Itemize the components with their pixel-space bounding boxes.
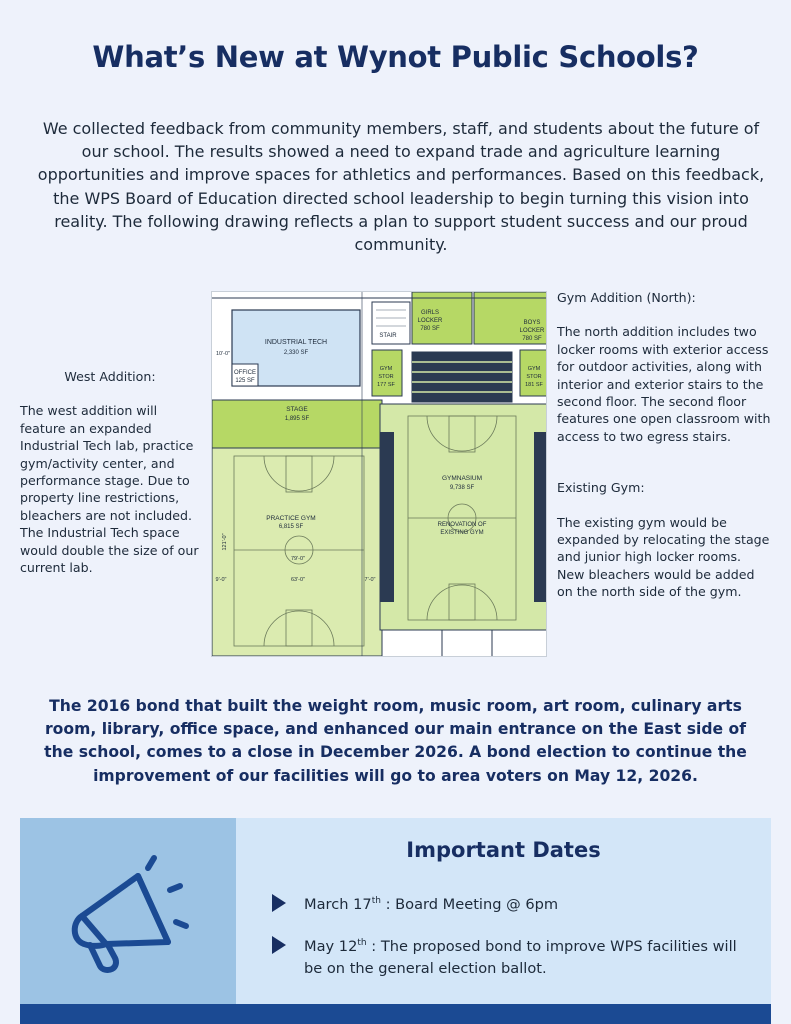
gymnasium-room [380,404,547,630]
label-dim-79: 79'-0" [290,556,306,562]
label-industrial-tech-sf: 2,330 SF [283,350,309,356]
existing-gym-heading: Existing Gym: [557,480,645,496]
label-girls-locker-sf: 780 SF [420,326,440,332]
gym-addition-heading: Gym Addition (North): [557,290,696,305]
label-industrial-tech: INDUSTRIAL TECH [264,339,328,346]
label-renovation: RENOVATION OF [437,522,487,528]
practice-gym-room [212,448,382,656]
important-dates-panel [20,818,771,1004]
gym-addition-body: The north addition includes two locker rooms with exterior access for outdoor activities, along with interior and exterior stairs to the second floor. The second floor features one open classroom with access to two egress stairs. [557,324,771,444]
floor-plan-drawing [212,292,547,657]
label-gym-stor-left: GYM [379,366,393,372]
label-renovation-2: EXISTING GYM [440,530,484,536]
bond-announcement: The 2016 bond that built the weight room, music room, art room, culinary arts room, library, office space, and enhanced our main entrance on the East side of the school, comes to a close in December 2026. A bond election to continue the improvement of our facilities will go to area voters on May 12, 2026. [44,697,747,785]
floor-plan [211,291,547,657]
play-arrow-icon [272,936,286,954]
label-stage-sf: 1,895 SF [284,416,310,422]
date-description: : The proposed bond to improve WPS facilities will be on the general election ballot. [304,937,737,977]
label-practice-gym: PRACTICE GYM [266,515,316,522]
label-dim-7: 7'-0" [364,577,376,583]
label-girls-locker: GIRLS [420,310,440,316]
label-practice-gym-sf: 6,815 SF [278,524,304,530]
bleachers-north [412,352,512,402]
label-gym-stor-left-sf: 177 SF [377,382,395,388]
label-gym-stor-right-2: STOR [526,374,542,380]
label-dim-9: 9'-0" [215,577,227,583]
label-dim-121: 121'-0" [222,533,228,551]
label-gym-stor-right-sf: 181 SF [525,382,543,388]
megaphone-icon [20,818,236,1004]
label-dim-63: 63'-0" [290,577,306,583]
gym-storage-left [372,350,402,396]
west-addition-section [20,368,200,576]
date-label: March 17 [304,895,372,913]
date-suffix: th [357,938,367,948]
gym-storage-right [520,350,547,396]
label-gym-stor-right: GYM [527,366,541,372]
label-dim-10: 10'-0" [215,351,231,357]
label-gymnasium: GYMNASIUM [441,475,483,482]
megaphone-icon-box [20,818,236,1004]
label-gymnasium-sf: 9,738 SF [449,485,475,491]
intro-paragraph: We collected feedback from community members, staff, and students about the future of our school. The results showed a need to expand trade and agriculture learning opportunities and improve spaces for athletics and performances. Based on this feedback, the WPS Board of Education directed school leadership to begin turning this vision into reality. The following drawing reflects a plan to support student success and our proud community. [37,119,765,255]
existing-gym-body: The existing gym would be expanded by relocating the stage and junior high locker rooms. New bleachers would be added on the north side of the gym. [557,514,770,600]
date-item [272,932,742,980]
play-arrow-icon [272,894,286,912]
date-suffix: th [371,896,381,906]
label-office: OFFICE [234,370,256,376]
important-dates-title: Important Dates [406,838,601,862]
label-boys-locker: BOYS [523,320,541,326]
label-gym-stor-left-2: STOR [378,374,394,380]
date-label: May 12 [304,937,358,955]
footer-bar [20,1004,771,1024]
label-boys-locker-sf: 780 SF [522,336,542,342]
label-stair: STAIR [379,333,397,339]
label-boys-locker-2: LOCKER [519,328,545,334]
page-title: What’s New at Wynot Public Schools? [92,40,699,74]
west-addition-body: The west addition will feature an expanded Industrial Tech lab, practice gym/activity center, and performance stage. Due to property line restrictions, bleachers are not included. The Industrial Tech space would double the size of our current lab. [20,403,199,576]
gym-addition-section [557,289,772,601]
label-stage: STAGE [286,406,308,413]
date-item [272,890,742,916]
label-girls-locker-2: LOCKER [417,318,443,324]
date-description: : Board Meeting @ 6pm [380,895,559,913]
label-office-sf: 125 SF [235,378,255,384]
west-addition-heading: West Addition: [64,369,156,384]
